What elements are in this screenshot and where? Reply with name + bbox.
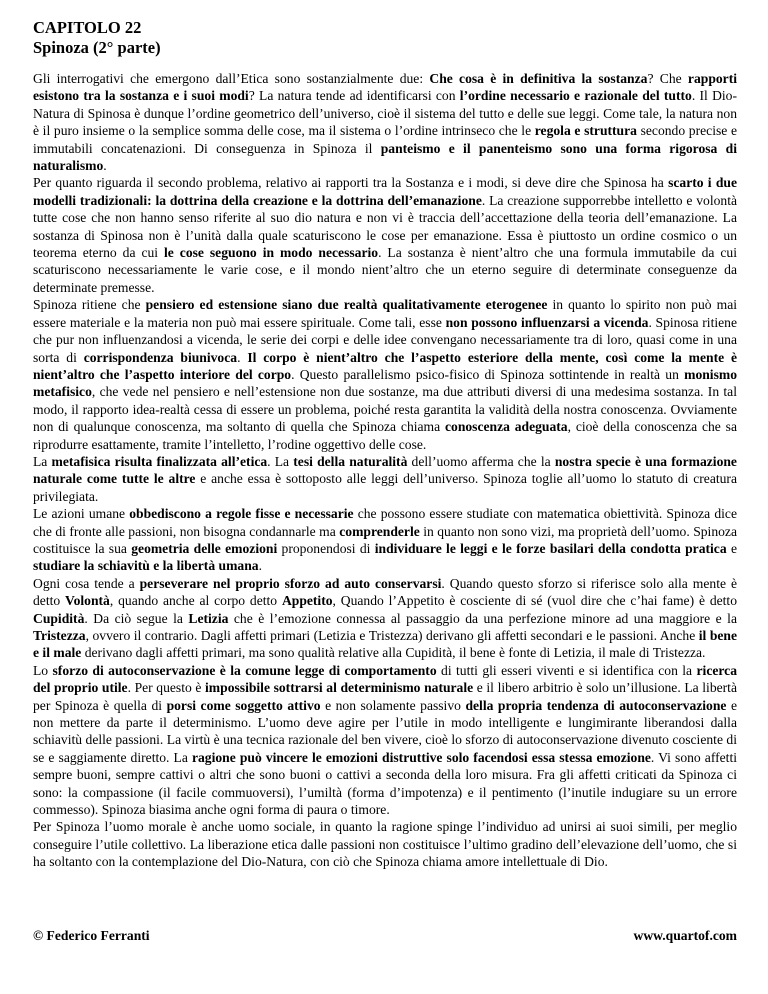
text-run: . La creazione supporrebbe intelletto e volontà tutte cose che non hanno senso riferite al suo dio natura e non vi è traccia dell’accettazione della teoria dell’emanazione. La sostanza di Spinosa non è l’unità dalla quale scaturiscono le cose per emanazione. Essa è piuttosto un ordine cosmico o un teorema eterno da cui xyxy=(33,192,738,261)
text-run: . Vi sono affetti sempre buoni, sempre cattivi o altri che sono buoni o cattivi a seconda della loro misura. Fra gli affetti criticati da Spinoza ci sono: la compassione (il facile commuoversi), l’umiltà (forma d’impotenza) e il pentimento (l’inutile indugiare su un errore commesso). Spinoza biasima anche ogni forma di paura o timore. xyxy=(33,749,737,818)
text-run: , ovvero il contrario. Dagli affetti primari (Letizia e Tristezza) derivano gli affetti secondari e le passioni. Anche xyxy=(85,628,699,643)
bold-text: metafisica risulta finalizzata all’etica xyxy=(51,453,268,469)
bold-text: Il corpo è nient’altro che l’aspetto esteriore della mente, così come la mente è nient’altro che l’aspetto interiore del corpo xyxy=(33,349,738,382)
text-run: Per Spinoza l’uomo morale è anche uomo sociale, in quanto la ragione spinge l’individuo ad unirsi ai suoi simili, per meglio conseguire l’utile collettivo. La liberazione etica dalle passioni non costituisce l’ultimo gradino dell’elevazione dell’uomo, che si ha soltanto con la contemplazione del Dio-Natura, con ciò che Spinoza chiama amore intellettuale di Dio. xyxy=(33,819,737,870)
text-run: secondo precise e immutabili concatenazioni. Di conseguenza in Spinoza il xyxy=(33,123,737,156)
text-run: dell’uomo afferma che la xyxy=(407,453,555,469)
text-run: . Il Dio- Natura di Spinosa è dunque l’ordine geometrico dell’universo, cioè il sistema del tutto e delle sue leggi. Come tale, la natura non è il puro insieme o la semplice somma delle cose, ma il sistema o l’ordine intrinseco che le xyxy=(33,88,737,139)
bold-text: Letizia xyxy=(188,610,229,626)
text-run: . Questo parallelismo psico-fisico di Spinoza sottintende in realtà un xyxy=(291,366,685,382)
text-run: che possono essere studiate con matematica obiettività. Spinoza dice che di fronte alle passioni, non bisogna condannarle ma xyxy=(33,506,737,539)
chapter-title: CAPITOLO 22 xyxy=(33,18,142,37)
bold-text: porsi come soggetto attivo xyxy=(166,697,321,713)
text-run: . xyxy=(237,349,248,365)
text-run: ? Che xyxy=(647,71,688,86)
bold-text: il bene e il male xyxy=(33,628,738,661)
bold-text: monismo metafisico xyxy=(33,366,737,400)
text-run: in quanto non sono vizi, ma proprietà dell’uomo. Spinoza costituisce la sua xyxy=(33,523,737,556)
text-run: , cioè della conoscenza che sa riprodurre esattamente, tramite l’intelletto, l’rodine oggettivo delle cose. xyxy=(33,419,737,452)
bold-text: scarto i due modelli tradizionali: la dottrina della creazione e la dottrina dell’emanazione xyxy=(33,175,737,208)
bold-text: l’ordine necessario e razionale del tutto xyxy=(459,88,692,104)
bold-text: ricerca del proprio utile xyxy=(33,662,738,696)
bold-text: panteismo e il panenteismo sono una forma rigorosa di naturalismo xyxy=(33,140,738,174)
bold-text: rapporti esistono tra la sostanza e i suoi modi xyxy=(33,71,738,104)
chapter-subtitle: Spinoza (2° parte) xyxy=(33,38,161,57)
bold-text: nostra specie è una formazione naturale come tutte le altre xyxy=(33,453,737,487)
bold-text: Appetito xyxy=(281,593,333,609)
website-link[interactable]: www.quartof.com xyxy=(633,928,737,943)
text-run: Le azioni umane xyxy=(33,506,130,522)
bold-text: regola e struttura xyxy=(534,123,637,139)
bold-text: le cose seguono in modo necessario xyxy=(164,245,379,261)
bold-text: Tristezza xyxy=(33,628,86,643)
text-run: e non solamente passivo xyxy=(320,697,466,713)
text-run: Ogni cosa tende a xyxy=(33,575,140,591)
text-run: . Per questo è xyxy=(127,680,206,696)
bold-text: studiare la schiavitù e la libertà umana xyxy=(33,558,259,574)
bold-text: corrispondenza biunivoca xyxy=(83,349,238,365)
text-run: e anche essa è sottoposto alle leggi dell’universo. Spinoza toglie all’uomo lo statuto di creatura privilegiata. xyxy=(33,471,737,504)
paragraph xyxy=(33,505,737,575)
text-run: , quando anche al corpo detto xyxy=(109,593,282,609)
paragraph xyxy=(33,818,737,870)
paragraph xyxy=(33,453,737,505)
text-run: proponendosi di xyxy=(277,540,375,556)
text-run: Gli interrogativi che emergono dall’Etica sono sostanzialmente due: xyxy=(33,71,430,86)
text-run: Spinoza ritiene che xyxy=(33,297,146,313)
text-run: , Quando l’Appetito è cosciente di sé (vuol dire che c’hai fame) è detto xyxy=(332,593,737,609)
bold-text: obbediscono a regole fisse e necessarie xyxy=(129,506,354,522)
bold-text: perseverare nel proprio sforzo ad auto conservarsi xyxy=(139,575,442,591)
bold-text: Cupidità xyxy=(33,610,85,626)
bold-text: della propria tendenza di autoconservazione xyxy=(465,697,727,713)
copyright-text: © Federico Ferranti xyxy=(33,928,150,943)
text-run: ? La natura tende ad identificarsi con xyxy=(248,88,460,104)
text-run: La xyxy=(33,453,52,469)
bold-text: tesi della naturalità xyxy=(293,453,408,469)
text-run: e il libero arbitrio è solo un’illusione. La libertà per Spinoza è quella di xyxy=(33,680,737,713)
text-run: Lo xyxy=(33,662,53,678)
paragraph xyxy=(33,575,737,662)
paragraph xyxy=(33,296,737,453)
bold-text: comprenderle xyxy=(339,523,420,539)
text-run: di tutti gli esseri viventi e si identifica con la xyxy=(436,662,697,678)
text-run: e xyxy=(726,540,737,556)
document-page xyxy=(33,18,737,871)
text-run: . xyxy=(258,558,262,574)
text-run: . Spinosa ritiene che pur non influenzandosi a vicenda, le serie dei corpi e delle idee convengano necessariamente tra di loro, quasi come in una sorta di xyxy=(33,314,738,365)
bold-text: pensiero ed estensione siano due realtà qualitativamente eterogenee xyxy=(145,297,548,313)
text-run: derivano dagli affetti primari, ma sono qualità relative alla Cupidità, il bene è fonte di Letizia, il male di Tristezza. xyxy=(81,645,706,661)
page-footer xyxy=(33,928,737,944)
text-run: Per quanto riguarda il secondo problema, relativo ai rapporti tra la Sostanza e i modi, si deve dire che Spinosa ha xyxy=(33,175,669,191)
bold-text: non possono influenzarsi a vicenda xyxy=(445,314,649,330)
bold-text: Volontà xyxy=(65,593,110,609)
text-run: . La xyxy=(267,453,294,469)
paragraph xyxy=(33,662,737,819)
paragraph xyxy=(33,70,737,174)
text-run: . Quando questo sforzo si riferisce solo alla mente è detto xyxy=(33,575,737,609)
text-run: . Da ciò segue la xyxy=(84,610,189,626)
bold-text: Che cosa è in definitiva la sostanza xyxy=(429,71,648,86)
text-run: e non mettere da parte il determinismo. L’uomo deve agire per l’utile in modo intelligente e lungimirante liberandosi dalla schiavitù delle passioni. La virtù è una tecnica razionale del ben vivere, cioè lo sforzo di autoconservazione divenuto cosciente di se e saggiamente diretto. La xyxy=(33,697,738,765)
text-run: che è l’emozione connessa al passaggio da una perfezione minore ad una maggiore e la xyxy=(228,610,737,626)
text-run: . La sostanza è nient’altro che una formula immutabile da cui scaturiscono necessariamente le varie cose, e il mondo nient’altro che un eterno seguire di determinate conseguenze da determinate premesse. xyxy=(33,245,737,295)
bold-text: individuare le leggi e le forze basilari della condotta pratica xyxy=(374,540,727,556)
bold-text: geometria delle emozioni xyxy=(131,540,278,556)
paragraph xyxy=(33,174,737,296)
bold-text: impossibile sottrarsi al determinismo naturale xyxy=(205,680,474,696)
text-run: in quanto lo spirito non può mai essere materiale e la materia non può mai essere spirituale. Come tali, esse xyxy=(33,297,738,330)
bold-text: conoscenza adeguata xyxy=(444,419,568,435)
bold-text: ragione può vincere le emozioni distruttive solo facendosi essa stessa emozione xyxy=(191,749,651,765)
text-run: , che vede nel pensiero e nell’estensione non due sostanze, ma due attributi diversi di una medesima sostanza. In tal modo, il rapporto idea-realtà cessa di essere un problema, poiché resta garantita la validità della nostra conoscenza. Ovviamente non di qualunque conoscenza, ma soltanto di quella che Spinoza chiama xyxy=(33,384,737,435)
bold-text: sforzo di autoconservazione è la comune legge di comportamento xyxy=(52,662,437,678)
text-run: . xyxy=(103,158,107,174)
body-text xyxy=(33,70,737,871)
